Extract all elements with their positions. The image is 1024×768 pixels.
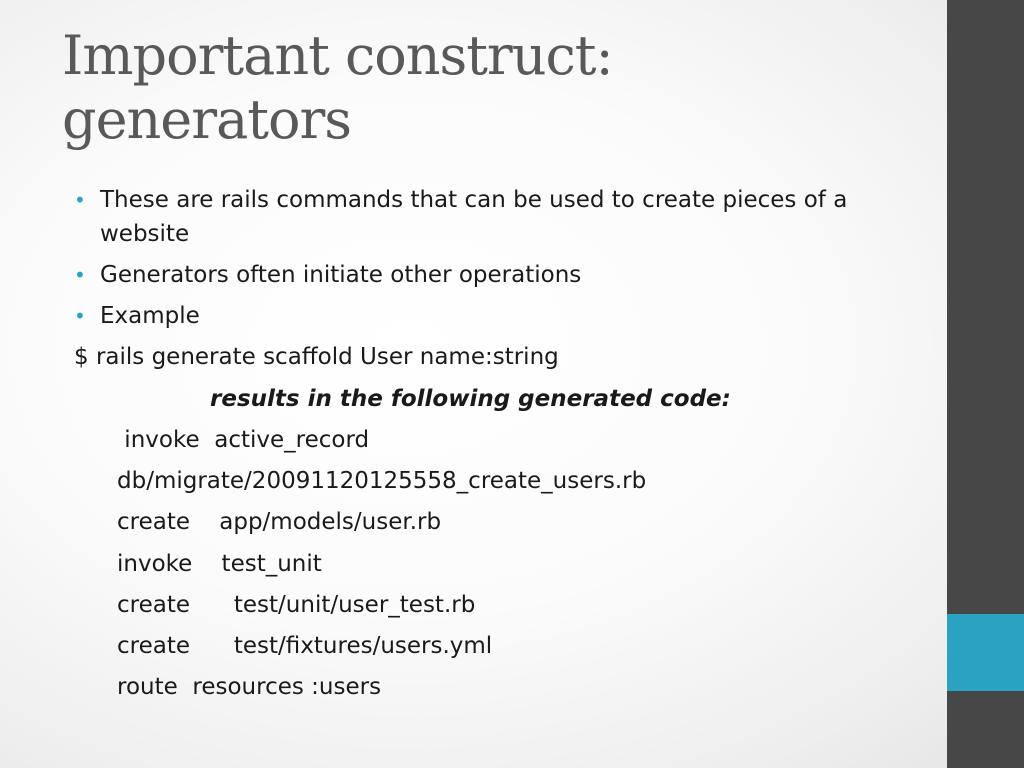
- output-line: db/migrate/20091120125558_create_users.rb: [117, 468, 647, 494]
- output-line: invoke test_unit: [117, 551, 322, 577]
- bullet-item: These are rails commands that can be used to create pieces of a website: [100, 187, 848, 247]
- bullet-dot-icon: •: [74, 188, 86, 212]
- output-line: route resources :users: [117, 674, 382, 700]
- command-line: $ rails generate scaffold User name:string: [74, 344, 559, 370]
- output-line: create test/fixtures/users.yml: [117, 633, 493, 659]
- bullet-item: Generators often initiate other operations: [100, 262, 582, 288]
- result-heading: results in the following generated code:: [210, 386, 731, 412]
- bullet-dot-icon: •: [74, 304, 86, 328]
- title-line-1: Important construct:: [62, 24, 613, 87]
- accent-block: [947, 614, 1024, 691]
- output-line: invoke active_record: [117, 427, 370, 453]
- title-line-2: generators: [62, 88, 352, 151]
- output-line: create app/models/user.rb: [117, 509, 442, 535]
- bullet-item: Example: [100, 303, 200, 329]
- output-line: create test/unit/user_test.rb: [117, 592, 476, 618]
- bullet-dot-icon: •: [74, 263, 86, 287]
